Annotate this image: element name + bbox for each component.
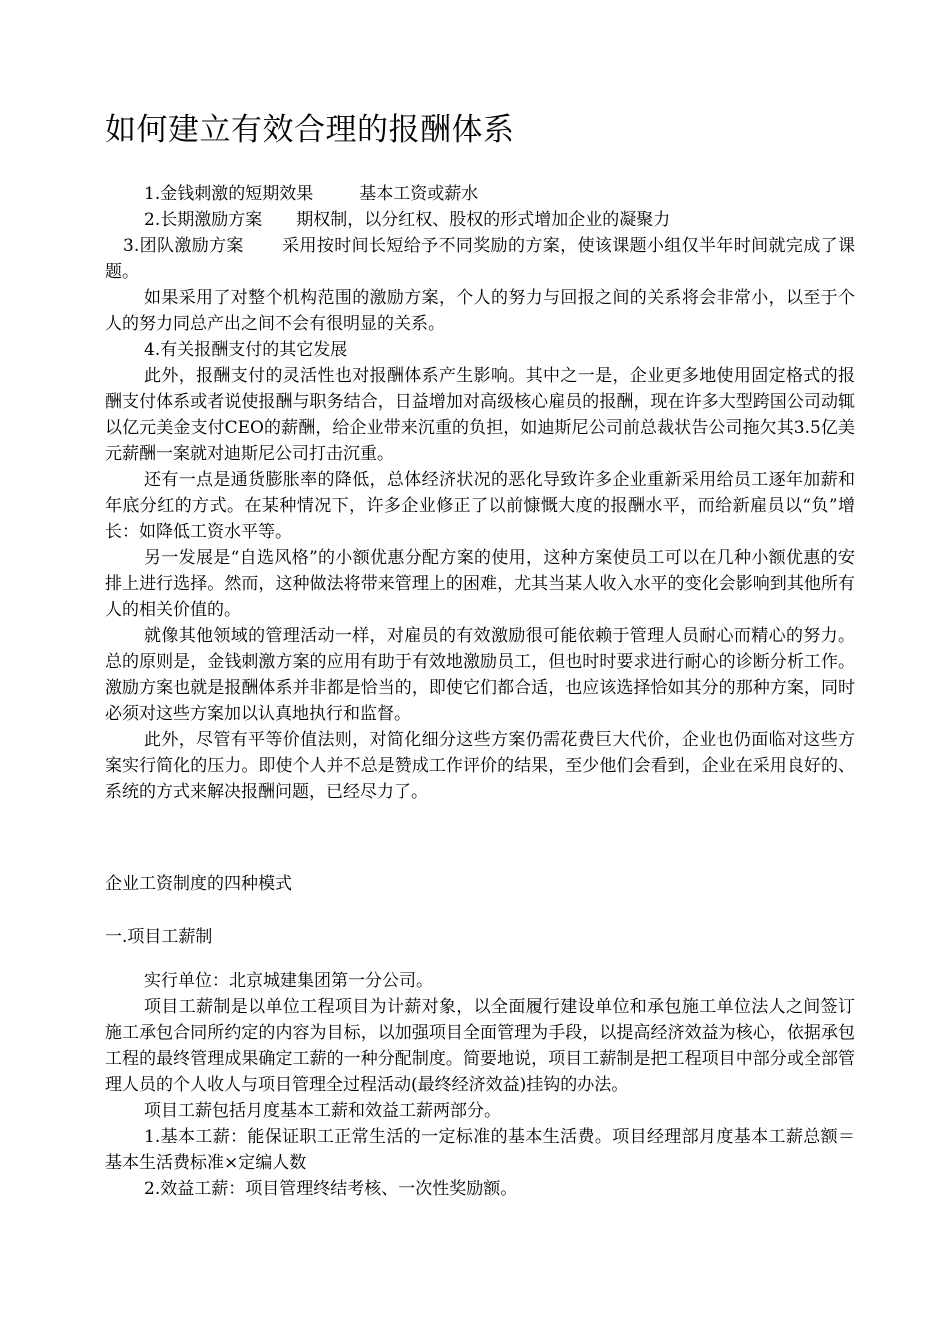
- list-item: [105, 181, 855, 207]
- section-heading: 4.有关报酬支付的其它发展: [144, 340, 348, 360]
- paragraph: 此外，报酬支付的灵活性也对报酬体系产生影响。其中之一是，企业更多地使用固定格式的报酬支付体系或者说使报酬与职务结合，日益增加对高级核心雇员的报酬，现在许多大型跨国公司动辄以亿元美金支付CEO的薪酬，给企业带来沉重的负担，如迪斯尼公司前总裁状告公司拖欠其3.5亿美元薪酬一案就对迪斯尼公司打击沉重。: [105, 366, 855, 464]
- paragraph: 另一发展是“自选风格”的小额优惠分配方案的使用，这种方案使员工可以在几种小额优惠的安排上进行选择。然而，这种做法将带来管理上的困难，尤其当某人收入水平的变化会影响到其他所有人的相关价值的。: [105, 548, 855, 620]
- document-body: [105, 181, 855, 805]
- item-label: 3.团队激励方案: [123, 236, 244, 256]
- document-title: 如何建立有效合理的报酬体系: [105, 112, 515, 148]
- section-title: 企业工资制度的四种模式: [105, 874, 292, 894]
- paragraph: 此外，尽管有平等价值法则，对简化细分这些方案仍需花费巨大代价，企业也仍面临对这些方案实行简化的压力。即使个人并不总是赞成工作评价的结果，至少他们会看到，企业在采用良好的、系统的方式来解决报酬问题，已经尽力了。: [105, 730, 855, 802]
- item-description: 采用按时间长短给予不同奖励的方案，使该课题小组仅半年时间就完成了课题。: [105, 236, 855, 282]
- subsection-title: 一.项目工薪制: [105, 927, 213, 947]
- item-description: 基本工资或薪水: [359, 184, 479, 204]
- paragraph: 项目工薪包括月度基本工薪和效益工薪两部分。: [144, 1101, 501, 1121]
- paragraph: 实行单位：北京城建集团第一分公司。: [144, 971, 433, 991]
- paragraph: 1.基本工薪：能保证职工正常生活的一定标准的基本生活费。项目经理部月度基本工薪总额＝基本生活费标准×定编人数: [105, 1127, 855, 1173]
- item-description: 期权制，以分红权、股权的形式增加企业的凝聚力: [296, 210, 671, 230]
- list-item: [105, 207, 855, 233]
- paragraph: 项目工薪制是以单位工程项目为计薪对象，以全面履行建设单位和承包施工单位法人之间签订施工承包合同所约定的内容为目标，以加强项目全面管理为手段，以提高经济效益为核心，依据承包工程的最终管理成果确定工薪的一种分配制度。简要地说，项目工薪制是把工程项目中部分或全部管理人员的个人收人与项目管理全过程活动(最终经济效益)挂钩的办法。: [105, 997, 855, 1095]
- item-label: 2.长期激励方案: [144, 210, 263, 230]
- item-label: 1.金钱刺激的短期效果: [144, 184, 314, 204]
- section-body: [105, 968, 855, 1202]
- list-item: [105, 233, 855, 285]
- paragraph: 还有一点是通货膨胀率的降低，总体经济状况的恶化导致许多企业重新采用给员工逐年加薪和年底分红的方式。在某种情况下，许多企业修正了以前慷慨大度的报酬水平，而给新雇员以“负”增长：如降低工资水平等。: [105, 470, 855, 542]
- paragraph: 如果采用了对整个机构范围的激励方案，个人的努力与回报之间的关系将会非常小，以至于个人的努力同总产出之间不会有很明显的关系。: [105, 288, 855, 334]
- paragraph: 2.效益工薪：项目管理终结考核、一次性奖励额。: [144, 1179, 518, 1199]
- paragraph: 就像其他领域的管理活动一样，对雇员的有效激励很可能依赖于管理人员耐心而精心的努力。总的原则是，金钱刺激方案的应用有助于有效地激励员工，但也时时要求进行耐心的诊断分析工作。激励方案也就是报酬体系并非都是恰当的，即使它们都合适，也应该选择恰如其分的那种方案，同时必须对这些方案加以认真地执行和监督。: [105, 626, 855, 724]
